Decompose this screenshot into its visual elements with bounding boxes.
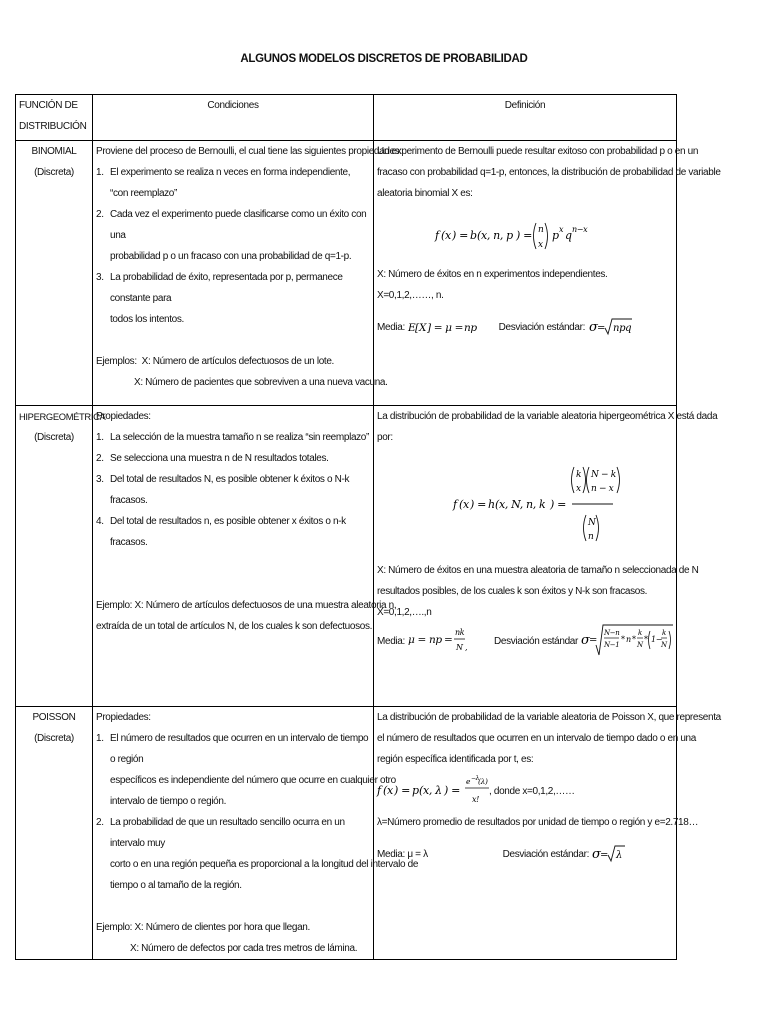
svg-text:(: ( xyxy=(459,498,463,511)
hypergeometric-formula xyxy=(377,448,673,560)
svg-text:n: n xyxy=(626,635,631,644)
media-formula xyxy=(407,624,471,658)
list-item-continuation: intervalo de tiempo o región. xyxy=(110,796,227,807)
svg-text:f: f xyxy=(377,784,381,797)
header-definition: Definición xyxy=(374,95,677,141)
svg-text:*: * xyxy=(632,635,636,644)
svg-text:h: h xyxy=(488,498,495,511)
svg-text:[: [ xyxy=(414,322,419,334)
svg-text:x: x xyxy=(576,484,581,494)
svg-text:x: x xyxy=(463,498,469,511)
sd-formula xyxy=(581,623,673,659)
definition-line: región específica identificada por t, es: xyxy=(377,754,534,765)
list-item: 4. Del total de resultados n, es posible obtener x éxitos o n-k fracasos. xyxy=(96,516,346,548)
svg-text:=: = xyxy=(589,635,598,646)
svg-text:λ: λ xyxy=(616,850,622,861)
list-item: 1. El experimento se realiza n veces en forma independiente, “con reemplazo” xyxy=(96,167,351,199)
poisson-domain: , donde x=0,1,2,…… xyxy=(489,785,575,797)
svg-text:n: n xyxy=(588,532,594,542)
svg-text:=: = xyxy=(600,850,609,861)
svg-text:n: n xyxy=(538,225,544,235)
svg-text:npq: npq xyxy=(613,323,632,334)
definition-cell xyxy=(374,141,721,406)
x-definition: resultados posibles, de los cuales k son éxitos y N-k son fracasos. xyxy=(377,586,648,597)
sd-formula xyxy=(592,843,628,865)
conditions-intro: Proviene del proceso de Bernoulli, el cual tiene las siguientes propiedades: xyxy=(96,146,402,157)
svg-text:=: = xyxy=(597,323,606,334)
svg-text:(: ( xyxy=(441,229,445,242)
table-row-hypergeometric xyxy=(16,406,677,707)
svg-text:(λ): (λ) xyxy=(478,777,488,786)
svg-text:n − x: n − x xyxy=(591,484,614,494)
properties-label: Propiedades: xyxy=(96,712,151,723)
example-line: X: Número de pacientes que sobreviven a una nueva vacuna. xyxy=(134,377,388,388)
sd-label: Desviación estándar xyxy=(494,635,578,647)
svg-text:N−1: N−1 xyxy=(604,641,620,649)
svg-text:,: , xyxy=(464,643,468,652)
media-label: Media: xyxy=(377,635,405,647)
media-formula xyxy=(407,317,485,337)
example-line: Ejemplo: X: Número de artículos defectuosos de una muestra aleatoria n, xyxy=(96,600,397,611)
svg-text:*: * xyxy=(621,635,625,644)
svg-text:N: N xyxy=(637,641,643,649)
list-item: 3. La probabilidad de éxito, representada por p, permanece constante para xyxy=(96,272,343,304)
example-line: Ejemplos: X: Número de artículos defectuosos de un lote. xyxy=(96,356,334,367)
x-definition: X: Número de éxitos en una muestra aleatoria de tamaño n seleccionada de N xyxy=(377,565,699,576)
svg-text:=: = xyxy=(443,634,453,646)
list-item-continuation: tiempo o al tamaño de la región. xyxy=(110,880,242,891)
svg-text:μ =: μ = xyxy=(407,634,426,646)
media-and-sd-line xyxy=(377,316,673,338)
svg-text:p: p xyxy=(412,784,419,797)
definition-line: por: xyxy=(377,432,393,443)
sd-label: Desviación estándar: xyxy=(502,848,589,860)
definition-line: aleatoria binomial X es: xyxy=(377,188,473,199)
svg-text:N − k: N − k xyxy=(591,470,616,480)
svg-text:N: N xyxy=(588,518,596,528)
sd-label: Desviación estándar: xyxy=(498,321,585,333)
svg-text:q: q xyxy=(565,229,572,242)
svg-text:) =: ) = xyxy=(550,498,566,511)
svg-text:np: np xyxy=(428,634,442,646)
media-and-sd-line xyxy=(377,843,673,865)
header-function: FUNCIÓN DE DISTRIBUCIÓN xyxy=(16,95,93,141)
table-row-poisson xyxy=(16,707,677,960)
definition-line: Un experimento de Bernoulli puede resultar exitoso con probabilidad p o en un xyxy=(377,146,699,157)
svg-text:σ: σ xyxy=(592,847,601,862)
definition-line: fracaso con probabilidad q=1-p, entonces, la distribución de probabilidad de variable xyxy=(377,167,721,178)
list-item-continuation: específicos es independiente del número que ocurre en cualquier otro xyxy=(110,775,396,786)
svg-text:) =: ) = xyxy=(444,784,460,797)
definition-line: La distribución de probabilidad de la variable aleatoria hipergeométrica X está dada xyxy=(377,411,718,422)
distribution-name-cell xyxy=(16,707,93,960)
svg-text:f: f xyxy=(435,229,439,242)
x-values: X=0,1,2,….,n xyxy=(377,607,432,618)
media-and-sd-line xyxy=(377,623,673,659)
svg-text:(: ( xyxy=(495,498,499,511)
svg-text:p: p xyxy=(552,229,559,242)
svg-text:b: b xyxy=(470,229,477,242)
svg-text:N: N xyxy=(661,641,667,649)
distribution-name-cell xyxy=(16,141,93,406)
list-item: 2. Cada vez el experimento puede clasificarse como un éxito con una xyxy=(96,209,367,241)
svg-text:x: x xyxy=(387,784,393,797)
x-values: X=0,1,2,……, n. xyxy=(377,290,444,301)
svg-text:n−x: n−x xyxy=(572,225,588,234)
distribution-name-cell xyxy=(16,406,106,707)
list-item: 1. El número de resultados que ocurren en un intervalo de tiempo o región xyxy=(96,733,369,765)
definition-cell xyxy=(374,707,721,960)
sd-formula xyxy=(589,316,633,338)
binomial-formula xyxy=(377,204,673,264)
list-item-continuation: corto o en una región pequeña es proporcional a la longitud del intervalo de xyxy=(110,859,419,870)
distribution-type: (Discreta) xyxy=(34,733,74,744)
example-line: Ejemplo: X: Número de clientes por hora que llegan. xyxy=(96,922,310,933)
svg-text:) =: ) = xyxy=(452,229,468,242)
svg-text:e: e xyxy=(466,777,471,786)
svg-text:] = μ =: ] = μ = xyxy=(426,322,464,334)
table-row-binomial xyxy=(16,141,677,406)
media-label: Media: xyxy=(377,321,405,333)
svg-text:x: x xyxy=(559,225,564,234)
svg-text:np: np xyxy=(463,322,477,334)
svg-text:x, N, n, k: x, N, n, k xyxy=(499,498,546,511)
definition-line: el número de resultados que ocurren en un intervalo de tiempo dado o en una xyxy=(377,733,696,744)
svg-text:k: k xyxy=(576,470,582,480)
svg-text:N: N xyxy=(455,643,463,652)
svg-text:−λ: −λ xyxy=(471,775,480,782)
x-definition: X: Número de éxitos en n experimentos independientes. xyxy=(377,269,608,280)
svg-text:) =: ) = xyxy=(394,784,410,797)
svg-text:σ: σ xyxy=(589,320,598,335)
properties-label: Propiedades: xyxy=(96,411,151,422)
svg-text:nk: nk xyxy=(454,628,465,637)
list-item: 2. Se selecciona una muestra n de N resultados totales. xyxy=(96,453,329,464)
list-item: 1. La selección de la muestra tamaño n se realiza “sin reemplazo” xyxy=(96,432,369,443)
distribution-type: (Discreta) xyxy=(34,432,74,443)
distribution-name: HIPERGEOMÉTRICA xyxy=(19,411,106,422)
svg-text:σ: σ xyxy=(581,633,590,648)
table-header-row xyxy=(16,95,677,141)
svg-text:(: ( xyxy=(383,784,387,797)
distribution-table xyxy=(15,94,721,960)
distribution-type: (Discreta) xyxy=(34,167,74,178)
svg-text:(: ( xyxy=(477,229,481,242)
list-item: 2. La probabilidad de que un resultado sencillo ocurra en un intervalo muy xyxy=(96,817,345,849)
svg-text:*: * xyxy=(644,635,648,644)
lambda-definition: λ=Número promedio de resultados por unidad de tiempo o región y e=2.718… xyxy=(377,817,699,828)
list-item-continuation: todos los intentos. xyxy=(110,314,184,325)
document-title: ALGUNOS MODELOS DISCRETOS DE PROBABILIDAD xyxy=(240,53,528,65)
list-item: 3. Del total de resultados N, es posible obtener k éxitos o N-k fracasos. xyxy=(96,474,350,506)
svg-text:X: X xyxy=(418,322,427,334)
svg-text:x: x xyxy=(538,240,543,250)
svg-text:x: x xyxy=(445,229,451,242)
poisson-formula xyxy=(377,771,489,811)
distribution-name: BINOMIAL xyxy=(31,146,77,157)
binomial-formula-graphic xyxy=(435,211,615,257)
svg-text:f: f xyxy=(453,498,457,511)
distribution-name: POISSON xyxy=(32,712,76,723)
svg-text:E: E xyxy=(407,322,416,334)
svg-text:1−: 1− xyxy=(651,635,663,644)
example-line: X: Número de defectos por cada tres metros de lámina. xyxy=(130,943,358,954)
svg-text:(: ( xyxy=(419,784,423,797)
example-line: extraída de un total de artículos N, de los cuales k son defectuosos. xyxy=(96,621,373,632)
svg-text:k: k xyxy=(662,629,666,637)
svg-text:) =: ) = xyxy=(470,498,486,511)
hypergeometric-formula-graphic xyxy=(453,461,616,547)
svg-text:) =: ) = xyxy=(516,229,532,242)
definition-cell xyxy=(374,406,718,707)
svg-text:N−n: N−n xyxy=(604,629,620,637)
header-conditions: Condiciones xyxy=(93,95,374,141)
poisson-formula-line xyxy=(377,770,673,812)
svg-text:k: k xyxy=(638,629,642,637)
media-label: Media: μ = λ xyxy=(377,848,428,860)
definition-line: La distribución de probabilidad de la variable aleatoria de Poisson X, que representa xyxy=(377,712,721,723)
svg-text:x, n, p: x, n, p xyxy=(481,229,513,242)
list-item-continuation: probabilidad p o un fracaso con una probabilidad de q=1-p. xyxy=(110,251,352,262)
svg-text:x, λ: x, λ xyxy=(423,784,442,797)
svg-text:x!: x! xyxy=(472,795,480,804)
